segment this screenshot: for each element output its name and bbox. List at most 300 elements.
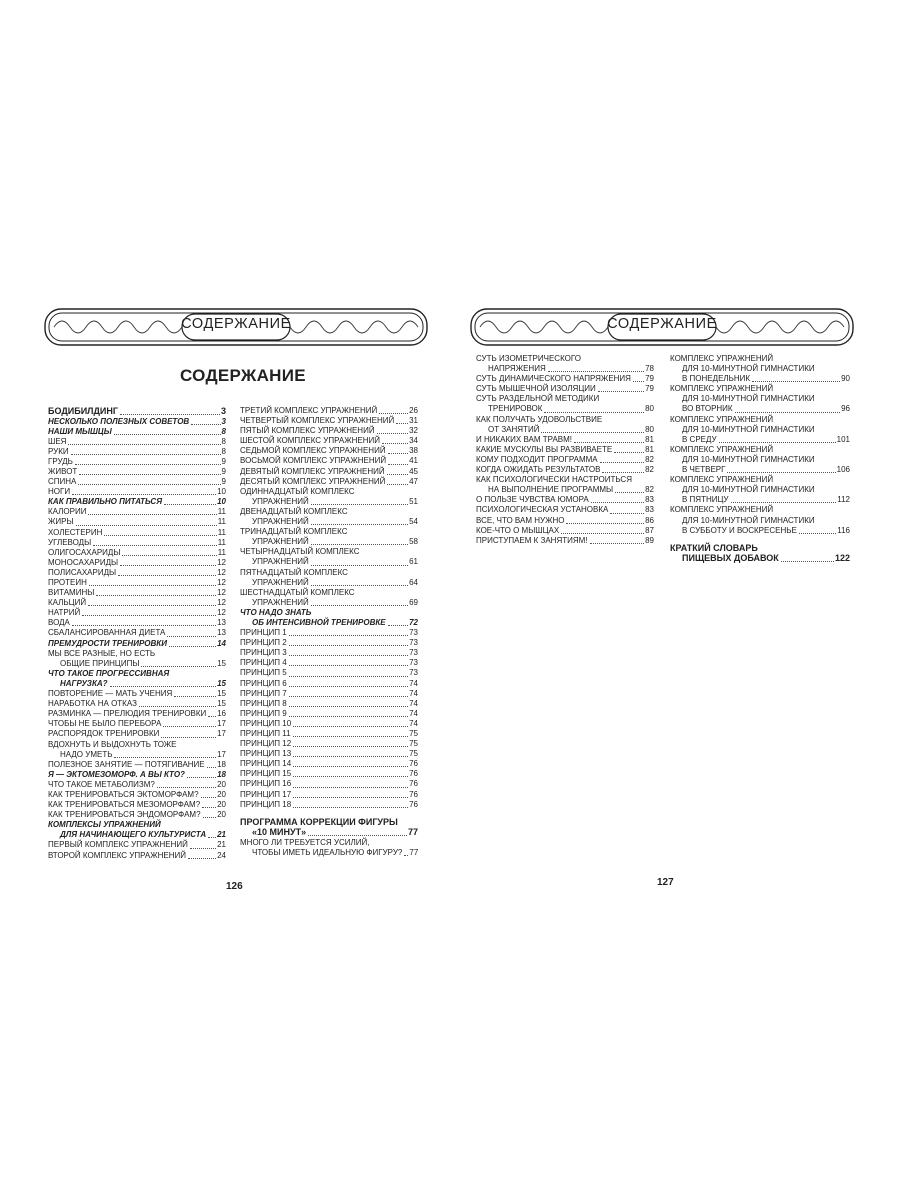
- toc-entry[interactable]: [240, 537, 418, 547]
- toc-entry-title: КАК ПОЛУЧАТЬ УДОВОЛЬСТВИЕ: [476, 414, 603, 424]
- dot-leader: [293, 776, 408, 777]
- toc-entry[interactable]: [240, 848, 418, 858]
- toc-entry-page: 75: [409, 749, 418, 759]
- toc-entry[interactable]: [48, 649, 226, 659]
- toc-entry[interactable]: [240, 719, 418, 729]
- toc-entry-page: 15: [217, 699, 226, 709]
- toc-entry[interactable]: [48, 528, 226, 538]
- toc-entry[interactable]: [240, 487, 418, 497]
- toc-entry[interactable]: [48, 558, 226, 568]
- toc-entry-title: КАК ТРЕНИРОВАТЬСЯ МЕЗОМОРФАМ?: [48, 800, 201, 810]
- dot-leader: [96, 595, 216, 596]
- toc-entry[interactable]: [48, 578, 226, 588]
- toc-entry-title: КОМПЛЕКС УПРАЖНЕНИЙ: [670, 354, 774, 363]
- dot-leader: [719, 442, 836, 443]
- toc-entry[interactable]: [48, 497, 226, 507]
- toc-entry[interactable]: [670, 505, 850, 515]
- dot-leader: [208, 716, 216, 717]
- dot-leader: [118, 575, 216, 576]
- toc-entry[interactable]: [240, 800, 418, 810]
- toc-entry[interactable]: [240, 557, 418, 567]
- dot-leader: [289, 716, 408, 717]
- toc-entry[interactable]: [48, 487, 226, 497]
- toc-entry[interactable]: [48, 598, 226, 608]
- toc-entry-page: 73: [409, 648, 418, 658]
- toc-entry-title: БОДИБИЛДИНГ: [48, 406, 118, 416]
- toc-entry[interactable]: [670, 485, 850, 495]
- toc-entry[interactable]: [240, 638, 418, 648]
- toc-column-right-2: [670, 354, 850, 564]
- toc-entry[interactable]: [48, 689, 226, 699]
- toc-entry[interactable]: [48, 588, 226, 598]
- toc-entry[interactable]: [48, 830, 226, 840]
- toc-entry[interactable]: [476, 526, 654, 536]
- toc-entry-page: 122: [834, 553, 850, 564]
- toc-entry-page: 80: [645, 404, 654, 414]
- toc-entry[interactable]: [240, 507, 418, 517]
- toc-entry-title: В СУББОТУ И ВОСКРЕСЕНЬЕ: [682, 525, 797, 535]
- toc-entry[interactable]: [670, 364, 850, 374]
- dot-leader: [207, 767, 216, 768]
- toc-entry-title: ВДОХНУТЬ И ВЫДОХНУТЬ ТОЖЕ: [48, 739, 177, 749]
- toc-entry[interactable]: [240, 628, 418, 638]
- toc-entry-page: 83: [645, 495, 654, 505]
- toc-entry[interactable]: [48, 568, 226, 578]
- dot-leader: [591, 502, 644, 503]
- toc-entry[interactable]: [240, 699, 418, 709]
- toc-entry-page: 15: [217, 689, 226, 699]
- toc-entry[interactable]: [48, 517, 226, 527]
- toc-entry-title: МЫ ВСЕ РАЗНЫЕ, НО ЕСТЬ: [48, 648, 156, 658]
- toc-entry-page: 73: [409, 658, 418, 668]
- toc-entry[interactable]: [48, 729, 226, 739]
- toc-entry[interactable]: [48, 750, 226, 760]
- toc-entry-title: ОТ ЗАНЯТИЙ: [488, 424, 540, 434]
- toc-entry-title: СБАЛАНСИРОВАННАЯ ДИЕТА: [48, 628, 166, 638]
- toc-entry[interactable]: [48, 719, 226, 729]
- toc-entry-page: 112: [837, 495, 850, 505]
- dot-leader: [79, 474, 220, 475]
- toc-entry[interactable]: [240, 779, 418, 789]
- toc-entry[interactable]: [476, 404, 654, 414]
- toc-entry-page: 76: [409, 789, 418, 799]
- toc-entry-title: УПРАЖНЕНИЙ: [252, 597, 309, 607]
- toc-entry[interactable]: [48, 437, 226, 447]
- toc-entry[interactable]: [240, 689, 418, 699]
- toc-entry[interactable]: [476, 394, 654, 404]
- toc-entry[interactable]: [48, 457, 226, 467]
- toc-entry-page: 77: [407, 827, 418, 838]
- toc-entry-title: КРАТКИЙ СЛОВАРЬ: [670, 542, 758, 553]
- toc-entry[interactable]: [476, 435, 654, 445]
- toc-entry-title: ДЛЯ НАЧИНАЮЩЕГО КУЛЬТУРИСТА: [60, 830, 207, 840]
- toc-entry[interactable]: [48, 679, 226, 689]
- toc-entry-title: ПРИНЦИП 3: [240, 648, 287, 658]
- toc-entry[interactable]: [240, 658, 418, 668]
- toc-column-left-1: [48, 406, 226, 861]
- toc-entry-title: ПРИНЦИП 18: [240, 799, 292, 809]
- dot-leader: [88, 514, 216, 515]
- toc-entry-page: 12: [217, 598, 226, 608]
- toc-entry[interactable]: [670, 495, 850, 505]
- toc-entry[interactable]: [240, 618, 418, 628]
- toc-entry-page: 8: [221, 446, 226, 456]
- toc-entry[interactable]: [476, 465, 654, 475]
- dot-leader: [289, 706, 408, 707]
- toc-entry[interactable]: [240, 477, 418, 487]
- toc-entry[interactable]: [48, 709, 226, 719]
- toc-entry-page: 82: [645, 465, 654, 475]
- toc-entry[interactable]: [240, 547, 418, 557]
- toc-entry[interactable]: [48, 820, 226, 830]
- toc-entry-page: 11: [217, 537, 226, 547]
- dot-leader: [203, 817, 217, 818]
- toc-entry[interactable]: [240, 827, 418, 838]
- toc-entry[interactable]: [476, 415, 654, 425]
- toc-entry[interactable]: [240, 497, 418, 507]
- toc-entry-title: ШЕСТОЙ КОМПЛЕКС УПРАЖНЕНИЙ: [240, 436, 381, 446]
- dot-leader: [308, 835, 407, 836]
- toc-entry-page: 89: [645, 535, 654, 545]
- dot-leader: [164, 504, 216, 505]
- toc-entry[interactable]: [48, 790, 226, 800]
- toc-entry-title: ВОСЬМОЙ КОМПЛЕКС УПРАЖНЕНИЙ: [240, 456, 387, 466]
- dot-leader: [82, 615, 216, 616]
- toc-entry-title: ПРИНЦИП 8: [240, 698, 287, 708]
- toc-entry-page: 12: [217, 578, 226, 587]
- toc-entry-title: О ПОЛЬЗЕ ЧУВСТВА ЮМОРА: [476, 495, 589, 505]
- toc-entry[interactable]: [240, 568, 418, 578]
- toc-entry-title: МНОГО ЛИ ТРЕБУЕТСЯ УСИЛИЙ,: [240, 837, 370, 847]
- toc-entry[interactable]: [240, 467, 418, 477]
- toc-entry[interactable]: [48, 740, 226, 750]
- toc-entry[interactable]: [476, 445, 654, 455]
- toc-entry[interactable]: [240, 446, 418, 456]
- toc-entry-page: 21: [217, 830, 226, 840]
- toc-entry-page: 20: [217, 810, 226, 820]
- toc-entry[interactable]: [670, 455, 850, 465]
- toc-entry-title: СУТЬ МЫШЕЧНОЙ ИЗОЛЯЦИИ: [476, 384, 596, 394]
- dot-leader: [311, 504, 408, 505]
- toc-entry[interactable]: [48, 608, 226, 618]
- toc-entry[interactable]: [670, 354, 850, 364]
- toc-entry[interactable]: [670, 445, 850, 455]
- toc-entry-page: 38: [409, 446, 418, 456]
- toc-entry[interactable]: [476, 455, 654, 465]
- toc-entry-title: КАК ТРЕНИРОВАТЬСЯ ЭКТОМОРФАМ?: [48, 789, 199, 799]
- toc-entry-page: 13: [217, 628, 226, 638]
- dot-leader: [120, 565, 216, 566]
- toc-entry[interactable]: [476, 364, 654, 374]
- toc-entry[interactable]: [240, 598, 418, 608]
- toc-entry[interactable]: [48, 507, 226, 517]
- toc-entry-title: ПЯТЫЙ КОМПЛЕКС УПРАЖНЕНИЙ: [240, 426, 375, 436]
- toc-entry-page: 51: [409, 496, 418, 506]
- dot-leader: [174, 696, 216, 697]
- dot-leader: [289, 686, 408, 687]
- toc-entry-title: ПРЕМУДРОСТИ ТРЕНИРОВКИ: [48, 638, 167, 648]
- dot-leader: [311, 585, 408, 586]
- toc-entry-page: 24: [217, 850, 226, 860]
- toc-entry-title: СЕДЬМОЙ КОМПЛЕКС УПРАЖНЕНИЙ: [240, 446, 386, 456]
- toc-entry[interactable]: [240, 527, 418, 537]
- toc-entry[interactable]: [48, 628, 226, 638]
- toc-entry-title: ЧТО НАДО ЗНАТЬ: [240, 607, 312, 617]
- dot-leader: [71, 454, 221, 455]
- toc-entry-title: ВОДА: [48, 618, 70, 628]
- toc-entry-title: УГЛЕВОДЫ: [48, 537, 92, 547]
- toc-entry[interactable]: [670, 553, 850, 564]
- toc-entry[interactable]: [240, 790, 418, 800]
- dot-leader: [122, 555, 216, 556]
- page-title: СОДЕРЖАНИЕ: [180, 366, 306, 385]
- toc-entry-title: ТРЕТИЙ КОМПЛЕКС УПРАЖНЕНИЙ: [240, 406, 378, 415]
- toc-entry-page: 73: [409, 668, 418, 678]
- toc-entry[interactable]: [476, 425, 654, 435]
- toc-entry[interactable]: [48, 618, 226, 628]
- toc-entry-title: В ПЯТНИЦУ: [682, 495, 729, 505]
- toc-entry-title: ВТОРОЙ КОМПЛЕКС УПРАЖНЕНИЙ: [48, 850, 187, 860]
- toc-entry[interactable]: [48, 406, 226, 417]
- toc-entry-title: ЧТОБЫ ИМЕТЬ ИДЕАЛЬНУЮ ФИГУРУ?: [252, 847, 403, 857]
- toc-entry-title: ДЛЯ 10-МИНУТНОЙ ГИМНАСТИКИ: [682, 485, 815, 495]
- toc-entry[interactable]: [670, 465, 850, 475]
- toc-entry[interactable]: [476, 505, 654, 515]
- toc-entry-title: ВО ВТОРНИК: [682, 404, 733, 414]
- dot-leader: [633, 381, 644, 382]
- dot-leader: [76, 525, 217, 526]
- toc-entry[interactable]: [476, 485, 654, 495]
- toc-entry[interactable]: [240, 759, 418, 769]
- toc-entry-page: 17: [217, 749, 226, 759]
- toc-entry[interactable]: [476, 374, 654, 384]
- toc-entry[interactable]: [48, 810, 226, 820]
- dot-leader: [293, 787, 408, 788]
- toc-entry-title: УПРАЖНЕНИЙ: [252, 577, 309, 587]
- toc-entry[interactable]: [670, 394, 850, 404]
- toc-entry[interactable]: [670, 526, 850, 536]
- toc-entry[interactable]: [240, 456, 418, 466]
- dot-leader: [388, 464, 408, 465]
- toc-entry[interactable]: [240, 668, 418, 678]
- dot-leader: [110, 686, 217, 687]
- toc-entry[interactable]: [240, 838, 418, 848]
- dot-leader: [169, 646, 216, 647]
- toc-entry-page: 17: [217, 729, 226, 739]
- toc-entry-page: 13: [217, 618, 226, 628]
- toc-entry-title: КАК ПРАВИЛЬНО ПИТАТЬСЯ: [48, 497, 163, 507]
- toc-entry-title: ДВЕНАДЦАТЫЙ КОМПЛЕКС: [240, 506, 348, 516]
- toc-entry-page: 20: [217, 800, 226, 810]
- dot-leader: [88, 605, 216, 606]
- toc-entry[interactable]: [240, 769, 418, 779]
- toc-entry-title: РАЗМИНКА — ПРЕЛЮДИЯ ТРЕНИРОВКИ: [48, 709, 207, 719]
- toc-entry[interactable]: [48, 447, 226, 457]
- toc-entry-page: 106: [836, 465, 850, 475]
- toc-entry[interactable]: [240, 709, 418, 719]
- toc-entry-title: В ЧЕТВЕРГ: [682, 465, 726, 475]
- toc-entry-title: КОМПЛЕКС УПРАЖНЕНИЙ: [670, 444, 774, 454]
- toc-entry-title: КОМПЛЕКС УПРАЖНЕНИЙ: [670, 384, 774, 394]
- toc-entry-page: 74: [409, 718, 418, 728]
- toc-entry-page: 75: [409, 729, 418, 738]
- dot-leader: [379, 413, 408, 414]
- toc-entry-title: ПРИНЦИП 16: [240, 779, 292, 789]
- dot-leader: [190, 848, 216, 849]
- toc-entry-page: 73: [409, 638, 418, 648]
- toc-entry[interactable]: [48, 427, 226, 437]
- toc-entry-page: 21: [217, 840, 226, 850]
- toc-entry-title: НА ВЫПОЛНЕНИЕ ПРОГРАММЫ: [488, 485, 614, 495]
- toc-entry-page: 74: [409, 708, 418, 718]
- toc-entry[interactable]: [240, 749, 418, 759]
- toc-entry-page: 81: [645, 444, 654, 454]
- toc-entry-page: 20: [217, 789, 226, 799]
- toc-entry[interactable]: [48, 770, 226, 780]
- dot-leader: [574, 442, 644, 443]
- left-banner-label: СОДЕРЖАНИЕ: [181, 316, 291, 332]
- toc-entry-title: НАГРУЗКА?: [60, 678, 108, 688]
- toc-entry-page: 26: [409, 406, 418, 415]
- toc-entry[interactable]: [48, 840, 226, 850]
- toc-entry[interactable]: [240, 679, 418, 689]
- toc-entry-page: 12: [217, 588, 226, 598]
- dot-leader: [114, 757, 216, 758]
- toc-entry-page: 58: [409, 537, 418, 547]
- toc-entry[interactable]: [240, 416, 418, 426]
- toc-entry[interactable]: [48, 760, 226, 770]
- toc-entry-page: 80: [645, 424, 654, 434]
- toc-entry-page: 76: [409, 759, 418, 769]
- toc-entry-page: 45: [409, 466, 418, 476]
- toc-entry[interactable]: [240, 436, 418, 446]
- toc-entry-title: «10 МИНУТ»: [252, 827, 307, 838]
- dot-leader: [289, 676, 408, 677]
- dot-leader: [382, 443, 408, 444]
- toc-entry-page: 76: [409, 779, 418, 789]
- toc-entry[interactable]: [48, 851, 226, 861]
- toc-entry-title: ЖИВОТ: [48, 466, 78, 476]
- toc-entry-title: НАДО УМЕТЬ: [60, 749, 113, 759]
- toc-entry-title: ПРИНЦИП 2: [240, 638, 287, 648]
- toc-entry[interactable]: [240, 739, 418, 749]
- right-header-banner: [470, 306, 854, 348]
- dot-leader: [548, 371, 644, 372]
- toc-entry[interactable]: [240, 406, 418, 416]
- toc-entry[interactable]: [48, 548, 226, 558]
- toc-entry-title: В СРЕДУ: [682, 434, 717, 444]
- toc-entry[interactable]: [670, 475, 850, 485]
- toc-entry-title: ПРИНЦИП 11: [240, 729, 291, 738]
- toc-entry[interactable]: [48, 780, 226, 790]
- toc-entry-title: УПРАЖНЕНИЙ: [252, 537, 309, 547]
- toc-entry-page: 32: [409, 426, 418, 436]
- toc-entry-page: 74: [409, 678, 418, 688]
- toc-entry[interactable]: [476, 475, 654, 485]
- toc-entry[interactable]: [48, 659, 226, 669]
- toc-entry[interactable]: [48, 538, 226, 548]
- toc-entry[interactable]: [240, 588, 418, 598]
- toc-entry[interactable]: [670, 543, 850, 554]
- dot-leader: [600, 462, 644, 463]
- dot-leader: [293, 746, 408, 747]
- toc-entry[interactable]: [476, 384, 654, 394]
- toc-entry[interactable]: [476, 354, 654, 364]
- toc-entry[interactable]: [48, 417, 226, 427]
- toc-entry-title: ПРИНЦИП 4: [240, 658, 287, 668]
- toc-entry-title: НАШИ МЫШЦЫ: [48, 426, 112, 436]
- toc-entry-title: ПРОТЕИН: [48, 578, 87, 587]
- left-page-number: 126: [226, 881, 243, 892]
- toc-entry-title: ДЛЯ 10-МИНУТНОЙ ГИМНАСТИКИ: [682, 424, 815, 434]
- toc-entry[interactable]: [240, 648, 418, 658]
- toc-entry-title: ПЕРВЫЙ КОМПЛЕКС УПРАЖНЕНИЙ: [48, 840, 188, 850]
- toc-entry[interactable]: [240, 729, 418, 739]
- toc-entry-title: ОЛИГОСАХАРИДЫ: [48, 547, 121, 557]
- toc-entry-page: 9: [221, 456, 226, 466]
- toc-entry[interactable]: [48, 669, 226, 679]
- toc-entry[interactable]: [476, 536, 654, 546]
- toc-entry-title: ДЕВЯТЫЙ КОМПЛЕКС УПРАЖНЕНИЙ: [240, 466, 385, 476]
- toc-entry[interactable]: [476, 495, 654, 505]
- toc-column-right-1: [476, 354, 654, 546]
- right-banner-label: СОДЕРЖАНИЕ: [607, 316, 717, 332]
- toc-entry[interactable]: [48, 477, 226, 487]
- dot-leader: [311, 544, 408, 545]
- toc-entry[interactable]: [240, 817, 418, 828]
- toc-entry-title: ЧТОБЫ НЕ БЫЛО ПЕРЕБОРА: [48, 719, 162, 729]
- toc-entry[interactable]: [48, 467, 226, 477]
- toc-entry[interactable]: [670, 425, 850, 435]
- toc-entry-title: ЧЕТВЕРТЫЙ КОМПЛЕКС УПРАЖНЕНИЙ: [240, 416, 395, 426]
- toc-entry-title: ПРИНЦИП 15: [240, 769, 292, 779]
- toc-entry-title: ПОВТОРЕНИЕ — МАТЬ УЧЕНИЯ: [48, 689, 173, 699]
- toc-entry[interactable]: [670, 415, 850, 425]
- toc-entry-title: КОМПЛЕКС УПРАЖНЕНИЙ: [670, 475, 774, 485]
- toc-entry-title: ГРУДЬ: [48, 456, 73, 466]
- toc-entry[interactable]: [240, 578, 418, 588]
- toc-entry-title: КАЛОРИИ: [48, 507, 87, 517]
- dot-leader: [293, 736, 409, 737]
- toc-entry-page: 9: [221, 466, 226, 476]
- dot-leader: [781, 561, 834, 562]
- toc-entry[interactable]: [670, 516, 850, 526]
- dot-leader: [311, 605, 408, 606]
- dot-leader: [311, 524, 408, 525]
- toc-entry[interactable]: [476, 516, 654, 526]
- toc-entry[interactable]: [670, 404, 850, 414]
- toc-entry-title: КОМПЛЕКС УПРАЖНЕНИЙ: [670, 505, 774, 515]
- toc-entry[interactable]: [48, 639, 226, 649]
- toc-entry[interactable]: [670, 374, 850, 384]
- toc-entry[interactable]: [240, 517, 418, 527]
- dot-leader: [735, 412, 841, 413]
- toc-entry[interactable]: [48, 699, 226, 709]
- toc-entry[interactable]: [240, 608, 418, 618]
- toc-entry-page: 18: [217, 759, 226, 769]
- toc-entry-title: ДЛЯ 10-МИНУТНОЙ ГИМНАСТИКИ: [682, 515, 815, 525]
- toc-entry-title: КАКИЕ МУСКУЛЫ ВЫ РАЗВИВАЕТЕ: [476, 444, 613, 454]
- dot-leader: [799, 533, 836, 534]
- toc-entry[interactable]: [48, 800, 226, 810]
- toc-entry-page: 116: [837, 525, 850, 535]
- toc-entry[interactable]: [670, 384, 850, 394]
- toc-entry[interactable]: [240, 426, 418, 436]
- toc-entry-title: КАЛЬЦИЙ: [48, 598, 87, 608]
- toc-entry-page: 41: [409, 456, 418, 466]
- toc-entry-title: ОБЩИЕ ПРИНЦИПЫ: [60, 658, 140, 668]
- toc-entry[interactable]: [670, 435, 850, 445]
